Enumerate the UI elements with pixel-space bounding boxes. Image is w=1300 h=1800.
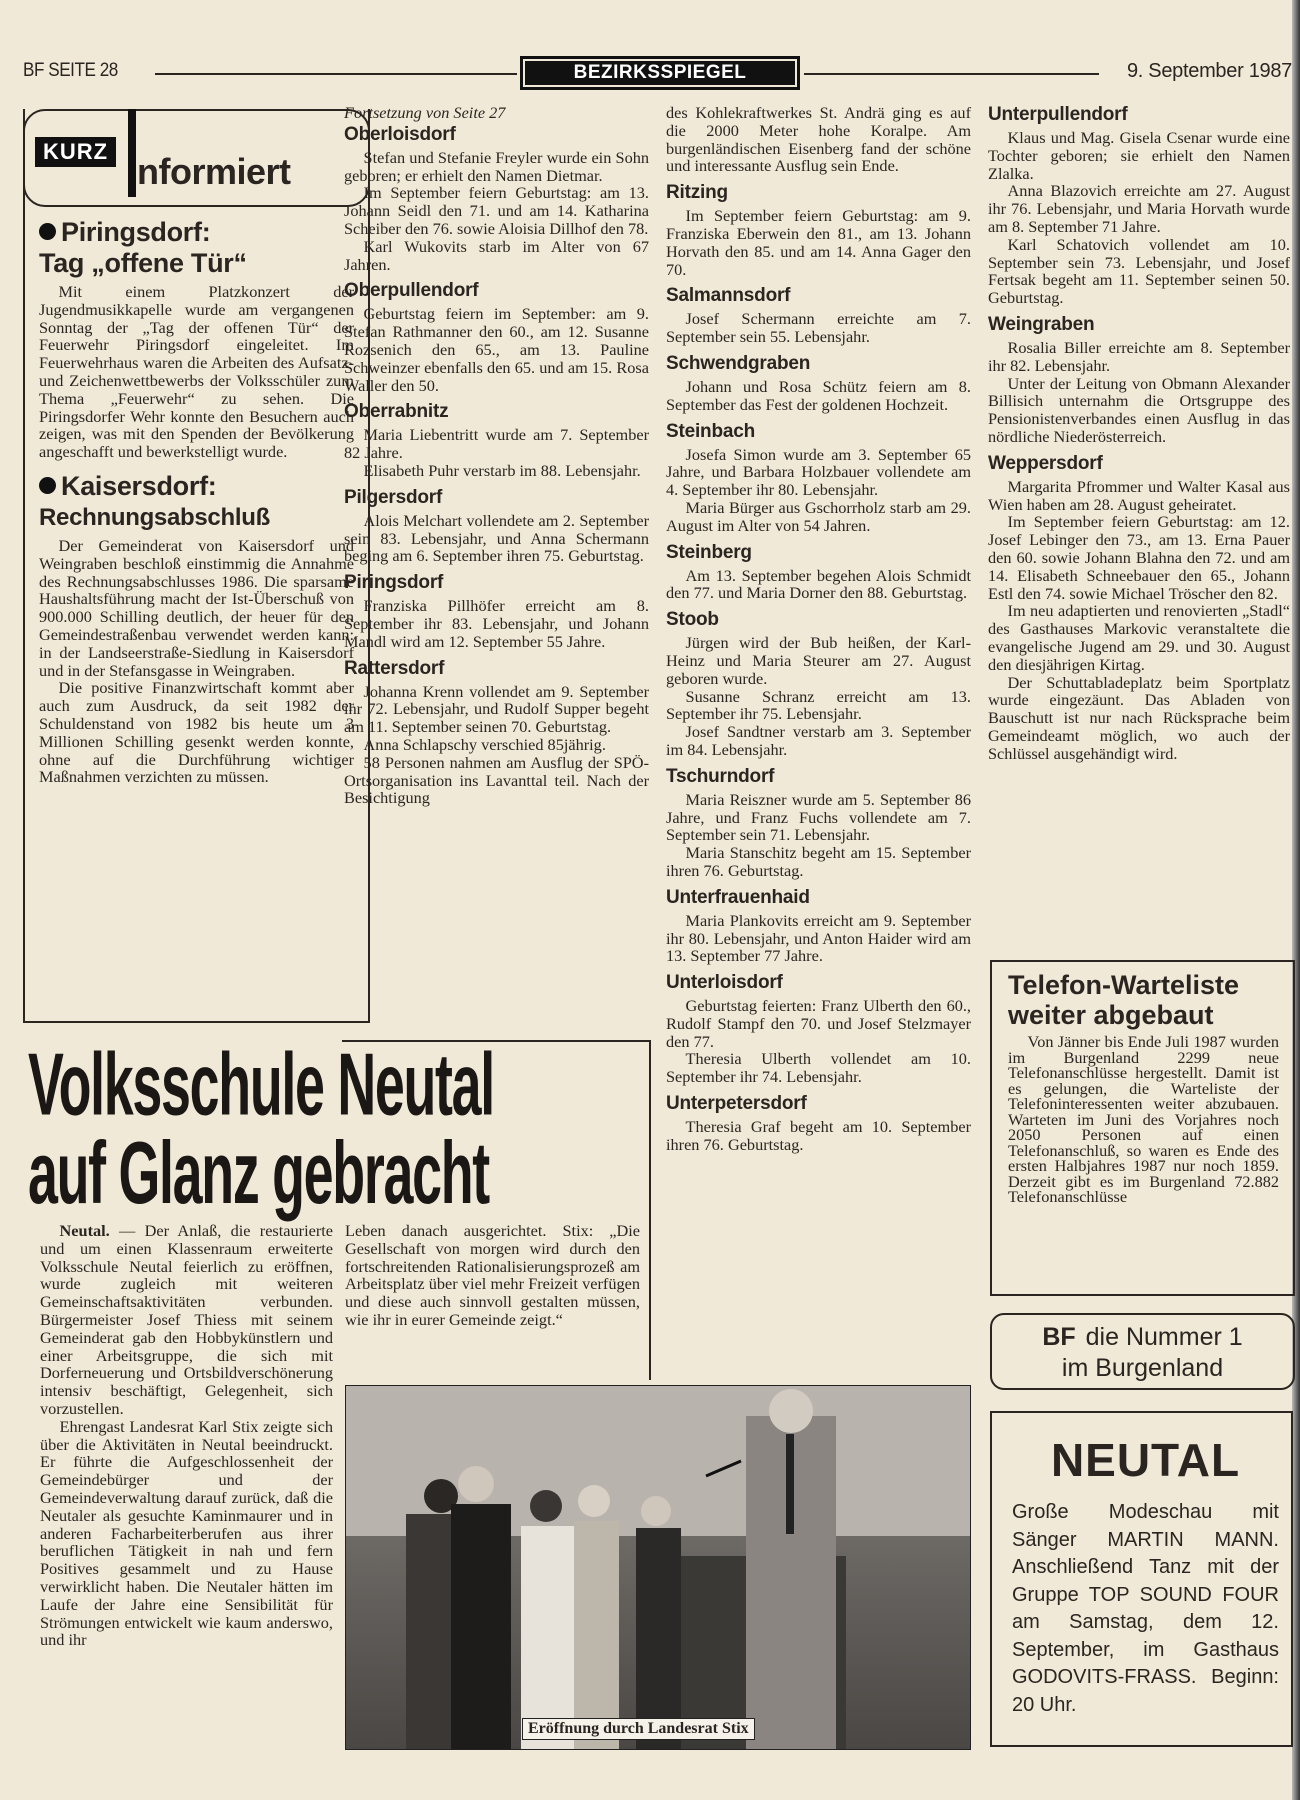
town-heading: Unterpullendorf <box>988 104 1128 125</box>
town-heading: Weingraben <box>988 313 1095 335</box>
town-heading: Ritzing <box>666 182 728 204</box>
news-paragraph: Theresia Ulberth vollendet am 10. September ihr 74. Lebensjahr. <box>666 1049 971 1087</box>
news-paragraph: Maria Bürger aus Gschorrholz starb am 29. August im Alter von 54 Jahren. <box>666 497 971 535</box>
news-paragraph: Johanna Krenn vollendet am 9. September ihr 72. Lebensjahr, und Rudolf Supper begeht am 11. September seinen 70. Geburtstag. <box>344 681 649 737</box>
story-paragraph: Mit einem Platzkonzert der Jugendmusikkapelle wurde am vergangenen Sonntag der „Tag der offenen Tür“ der Feuerwehr Piringsdorf eingeleitet. Im Feuerwehrhaus waren die Arbeiten des Aufsatz- und Zeichenwettbewerbs der Volksschüler zum Thema „Feuerwehr“ zu sehen. Die Piringsdorfer Wehr konnte den Besuchern auch zeigen, was mit den Spenden der Bevölkerung angeschafft und bewerkstelligt wurde. <box>39 282 354 462</box>
article-photo <box>345 1385 971 1750</box>
news-paragraph: Anna Blazovich erreichte am 27. August ihr 76. Lebensjahr, und Maria Horvath wurde am 8. September 71 Jahre. <box>988 181 1290 236</box>
article-headline: Volksschule Neutal auf Glanz gebracht <box>28 1034 494 1222</box>
news-paragraph: Jürgen wird der Bub heißen, der Karl-Heinz und Maria Steurer am 27. August geboren wurde. <box>666 633 971 688</box>
article-paragraph: Leben danach ausgerichtet. Stix: „Die Gesellschaft von morgen wird durch den fortschreitenden Rationalisierungsprozeß am Arbeitsplatz über viel mehr Freizeit verfügen und diese auch sinnvoll gestalten müssen, wie ihr in eurer Gemeinde zeigt.“ <box>345 1221 640 1329</box>
news-paragraph: Johann und Rosa Schütz feiern am 8. September das Fest der goldenen Hochzeit. <box>666 376 971 414</box>
telefon-warteliste-box <box>990 960 1295 1296</box>
logo-letter-i <box>128 109 136 197</box>
informiert-label: nformiert <box>137 151 291 192</box>
news-paragraph: Maria Stanschitz begeht am 15. September ihren 76. Geburtstag. <box>666 843 971 880</box>
town-heading: Tschurndorf <box>666 765 775 787</box>
header-rule <box>804 73 1099 75</box>
town-heading: Rattersdorf <box>344 657 445 679</box>
news-paragraph: Susanne Schranz erreicht am 13. September ihr 75. Lebensjahr. <box>666 686 971 724</box>
local-news-column-4 <box>988 104 1290 763</box>
page-number: BF SEITE 28 <box>23 60 118 81</box>
local-news-column-3 <box>666 104 971 1154</box>
news-paragraph: Im neu adaptierten und renovierten „Stadl“ des Gasthauses Markovic veranstaltete die evangelische Jugend am 29. und 30. August den diesjährigen Kirtag. <box>988 601 1290 674</box>
town-heading: Weppersdorf <box>988 452 1103 474</box>
article-column-b <box>345 1222 640 1329</box>
news-paragraph: Alois Melchart vollendete am 2. September sein 83. Lebensjahr, und Anna Schermann beging am 6. September ihren 75. Geburtstag. <box>344 510 649 566</box>
story-paragraph: Die positive Finanzwirtschaft kommt aber auch zum Ausdruck, da seit 1982 der Schuldenstand von 1982 bis heute um 3 Millionen Schilling gesenkt werden konnte, ohne auf die Durchführung wichtiger Maßnahmen verzichten zu müssen. <box>39 678 354 787</box>
town-heading: Steinbach <box>666 420 755 442</box>
town-heading: Oberloisdorf <box>344 123 456 145</box>
town-heading: Unterpetersdorf <box>666 1093 807 1115</box>
news-paragraph: Karl Schatovich vollendet am 10. September sein 73. Lebensjahr, und Josef Fertsak begeht am 11. September seinen 50. Geburtstag. <box>988 234 1290 308</box>
bf-logo: BF <box>1042 1323 1076 1351</box>
news-paragraph: 58 Personen nahmen am Ausflug der SPÖ-Ortsorganisation ins Lavanttal teil. Nach der Besichtigung <box>344 752 649 808</box>
ad-title: NEUTAL <box>1050 1434 1241 1486</box>
town-heading: Schwendgraben <box>666 352 811 374</box>
bullet-icon <box>39 223 56 240</box>
town-heading: Unterloisdorf <box>666 972 783 994</box>
box-paragraph: Von Jänner bis Ende Juli 1987 wurden im Burgenland 2299 neue Telefonanschlüsse hergestellt. Damit ist es gelungen, die Warteliste der Telefoninteressenten weiter abzubauen. Warteten im Juni des Vorjahres noch 2050 Personen auf einen Telefonanschluß, so waren es Ende des ersten Halbjahres 1987 nur noch 1859. Derzeit gibt es im Burgenland 72.882 Telefonanschlüsse <box>1008 1032 1279 1206</box>
town-heading: Pilgersdorf <box>344 486 443 508</box>
issue-date: 9. September 1987 <box>1126 60 1292 82</box>
kurz-informiert-box <box>23 109 370 1023</box>
news-paragraph: des Kohlekraftwerkes St. Andrä ging es auf die 2000 Meter hohe Koralpe. Am burgenländischen Eisenberg fand der schöne und interessante Ausflug sein Ende. <box>666 103 971 176</box>
town-heading: Stoob <box>666 609 719 631</box>
town-heading: Unterfrauenhaid <box>666 886 810 908</box>
promo-text: die Nummer 1 <box>1085 1323 1243 1351</box>
town-heading: Oberpullendorf <box>344 280 479 302</box>
kurz-logo-frame <box>23 109 370 207</box>
promo-text: im Burgenland <box>1061 1354 1224 1382</box>
section-title: BEZIRKSSPIEGEL <box>520 56 800 90</box>
town-heading: Oberrabnitz <box>344 401 449 423</box>
news-paragraph: Maria Liebentritt wurde am 7. September 82 Jahre. <box>344 425 649 463</box>
ad-body: Große Modeschau mit Sänger MARTIN MANN. Anschließend Tanz mit der Gruppe TOP SOUND FOUR am Samstag, dem 12. September, im Gasthaus GODOVITS-FRASS. Beginn: 20 Uhr. <box>1012 1501 1279 1716</box>
box-headline: weiter abgebaut <box>1008 1000 1214 1030</box>
news-paragraph: Im September feiern Geburtstag: am 9. Franziska Eberwein den 81., am 13. Johann Horvath den 85. und am 14. Anna Gager den 70. <box>666 206 971 279</box>
story-headline: Kaisersdorf: <box>39 471 354 502</box>
story-paragraph: Der Gemeinderat von Kaisersdorf und Weingraben beschloß einstimmig die Annahme des Rechnungsabschlusses 1986. Die sparsame Haushaltsführung macht der Ist-Überschuß von 900.000 Schilling deutlich, der heuer für den Gemeindestraßenbau verwendet werden kann: in der Landseerstraße-Siedlung in Kaisersdorf und in der Stefansgasse in Weingraben. <box>39 535 354 680</box>
news-paragraph: Im September feiern Geburtstag: am 12. Josef Lebinger den 73., am 13. Erna Pauer den 60. sowie Johann Blahna den 72. und am 14. Elisabeth Schneebauer den 65., Johann Estl den 74. sowie Michael Tröscher den 82. <box>988 512 1290 603</box>
box-headline: Telefon-Warteliste <box>1008 970 1240 1000</box>
dateline: Neutal. <box>59 1221 110 1240</box>
column-rule <box>649 1040 651 1380</box>
neutal-event-ad <box>990 1411 1293 1747</box>
local-news-column-2 <box>344 104 649 807</box>
news-paragraph: Josef Schermann erreichte am 7. September sein 55. Lebensjahr. <box>666 309 971 347</box>
continued-note: Fortsetzung von Seite 27 <box>344 103 506 122</box>
article-paragraph: Neutal. — Der Anlaß, die restaurierte und um einen Klassenraum erweiterte Volksschule Neutal feierlich zu eröffnen, wurde zugleich mit weiteren Gemeinschaftsaktivitäten verbunden. Bürgermeister Josef Thiess mit seinem Gemeinderat gab den Hobbykünstlern und einer Arbeitsgruppe, die sich mit Dorferneuerung und Ortsbildverschönerung intensiv beschäftigt, Gelegenheit, sich vorzustellen. <box>40 1221 333 1418</box>
news-paragraph: Klaus und Mag. Gisela Csenar wurde eine Tochter geboren; sie erhielt den Namen Zlalka. <box>988 128 1290 183</box>
story-headline: Rechnungsabschluß <box>39 503 270 531</box>
page-binding-edge <box>1292 0 1300 1800</box>
article-column-a <box>40 1222 333 1649</box>
article-paragraph: Ehrengast Landesrat Karl Stix zeigte sich über die Aktivitäten in Neutal beeindruckt. Er führte die Aufgeschlossenheit der Gemeindebürger und der Gemeindeverwaltung darauf zurück, daß die Neutaler als gesuchte Kaminmaurer und in anderen Facharbeiterberufen aus ihrer beruflichen Tätigkeit in nah und fern Positives gesammelt und zu Hause verwirklicht haben. Die Neutaler hätten im Laufe der Jahre eine Sensibilität für Strömungen entwickelt wie kaum anderswo, und ihr <box>40 1416 333 1650</box>
town-heading: Steinberg <box>666 541 752 563</box>
news-paragraph: Josef Sandtner verstarb am 3. September im 84. Lebensjahr. <box>666 722 971 759</box>
bullet-icon <box>39 477 56 494</box>
news-paragraph: Margarita Pfrommer und Walter Kasal aus Wien haben am 28. August geheiratet. <box>988 476 1290 514</box>
town-heading: Piringsdorf <box>344 572 444 594</box>
news-paragraph: Elisabeth Puhr verstarb im 88. Lebensjahr. <box>363 460 641 480</box>
news-paragraph: Karl Wukovits starb im Alter von 67 Jahren. <box>344 236 649 274</box>
news-paragraph: Josefa Simon wurde am 3. September 65 Jahre, und Barbara Holzbauer vollendete am 4. September ihr 80. Lebensjahr. <box>666 444 971 500</box>
photo-scene <box>346 1386 971 1750</box>
news-paragraph: Maria Reiszner wurde am 5. September 86 Jahre, und Franz Fuchs vollendete am 7. September sein 71. Lebensjahr. <box>666 789 971 845</box>
news-paragraph: Franziska Pillhöfer erreicht am 8. September ihr 83. Lebensjahr, und Johann Mandl wird am 12. September 55 Jahre. <box>344 596 649 651</box>
news-paragraph: Der Schuttabladeplatz beim Sportplatz wurde eingezäunt. Das Abladen von Bauschutt ist nur nach Rücksprache beim Gemeindeamt möglich, wo auch der Schlüssel ausgehändigt wird. <box>988 672 1290 763</box>
story-headline: Tag „offene Tür“ <box>39 248 247 278</box>
photo-caption: Eröffnung durch Landesrat Stix <box>522 1718 755 1740</box>
news-paragraph: Im September feiern Geburtstag: am 13. Johann Seidl den 71. und am 14. Katharina Scheiber den 76. sowie Aloisia Dillhof den 78. <box>344 183 649 238</box>
news-paragraph: Stefan und Stefanie Freyler wurde ein Sohn geboren; er erhielt den Namen Dietmar. <box>344 147 649 185</box>
news-paragraph: Theresia Graf begeht am 10. September ihren 76. Geburtstag. <box>666 1117 971 1154</box>
news-paragraph: Rosalia Biller erreichte am 8. September ihr 82. Lebensjahr. <box>988 337 1290 375</box>
news-paragraph: Anna Schlapschy verschied 85jährig. <box>363 734 606 754</box>
news-paragraph: Geburtstag feierten: Franz Ulberth den 60., Rudolf Stampf den 70. und Josef Stelzmayer den 77. <box>666 996 971 1051</box>
story-headline: Piringsdorf: <box>39 217 354 248</box>
news-paragraph: Am 13. September begehen Alois Schmidt den 77. und Maria Dorner den 88. Geburtstag. <box>666 565 971 603</box>
news-paragraph: Maria Plankovits erreicht am 9. September ihr 80. Lebensjahr, und Anton Haider wird am 13. September 77 Jahre. <box>666 910 971 966</box>
header-rule <box>155 73 517 75</box>
news-paragraph: Unter der Leitung von Obmann Alexander Billisich unternahm die Ortsgruppe des Pensionistenverbandes einen Ausflug in das nördliche Niederösterreich. <box>988 373 1290 446</box>
news-paragraph: Geburtstag feiern im September: am 9. Stefan Rathmanner den 60., am 12. Susanne Rozsenich den 65., am 13. Pauline Schweinzer ebenfalls den 65. und am 15. Rosa Waller den 50. <box>344 304 649 395</box>
town-heading: Salmannsdorf <box>666 285 791 307</box>
kurz-label: KURZ <box>35 137 116 167</box>
bf-promo-box <box>990 1313 1295 1390</box>
